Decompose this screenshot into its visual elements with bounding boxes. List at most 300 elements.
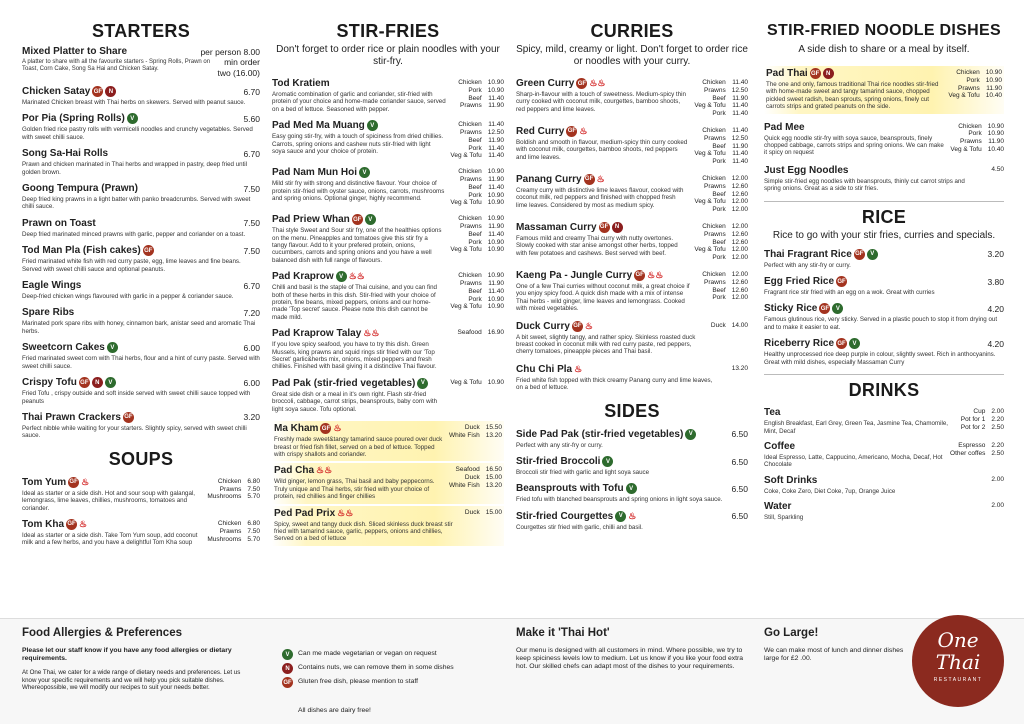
vegetarian-badge-icon: V — [615, 511, 626, 522]
item-text — [764, 122, 944, 157]
item-body — [272, 271, 504, 321]
chili-icon: ♨♨ — [589, 78, 606, 88]
menu-item — [516, 270, 748, 313]
item-price-list — [694, 223, 748, 262]
item-header — [22, 245, 260, 256]
curries-subtitle: Spicy, mild, creamy or light. Don't forget to order rice or noodles with your curry. — [516, 44, 748, 67]
item-header — [516, 483, 748, 494]
item-name: Crispy Tofu GF N V — [22, 377, 116, 388]
menu-item — [272, 378, 504, 413]
item-body — [274, 465, 502, 500]
sides-title: SIDES — [604, 400, 660, 421]
nuts-badge-icon: N — [823, 68, 834, 79]
item-body — [272, 167, 504, 207]
menu-item — [764, 303, 1004, 331]
divider — [764, 374, 1004, 375]
option-label: Chicken — [458, 121, 482, 129]
vegetarian-badge-icon: V — [365, 214, 376, 225]
menu-item — [22, 86, 260, 106]
menu-item — [22, 519, 260, 547]
option-label: Pork — [712, 206, 726, 214]
item-desc: Spicy, sweet and tangy duck dish. Sliced skinless duck breast stir fried with tamarind sauce, garlic, peppers, onions and chillies, Served on a bed of lettuce — [274, 520, 453, 543]
option-price: 12.00 — [731, 198, 748, 206]
item-name: Soft Drinks — [764, 474, 818, 486]
option-price: 10.90 — [487, 191, 504, 199]
nuts-badge-icon: N — [612, 222, 623, 233]
option-price: 12.00 — [731, 222, 748, 230]
starters-column — [22, 20, 260, 547]
item-name: Chicken Satay GF N — [22, 86, 116, 97]
item-name: Pad Med Ma Muang V — [272, 120, 444, 131]
thai-hot-block — [516, 627, 746, 672]
item-price: 3.20 — [987, 249, 1004, 260]
option-label: Chicken — [458, 79, 482, 86]
option-label: Pork — [468, 295, 482, 303]
option-price: 11.40 — [488, 121, 504, 129]
item-header — [516, 456, 748, 467]
item-name: Beansprouts with Tofu V — [516, 483, 637, 494]
item-body — [764, 441, 1004, 469]
item-header — [764, 303, 1004, 314]
menu-item — [764, 165, 1004, 193]
option-price: 11.40 — [488, 152, 504, 160]
option-price: 11.40 — [732, 158, 748, 166]
item-price-list — [458, 329, 505, 337]
menu-item-mixed-platter — [22, 46, 260, 79]
option-label: Mushrooms — [207, 493, 242, 501]
option-price: 15.00 — [485, 508, 502, 516]
option-label: Veg & Tofu — [694, 102, 726, 110]
menu-item — [22, 307, 260, 335]
menu-item — [22, 342, 260, 370]
item-price-list — [465, 509, 502, 517]
option-label: Beef — [712, 238, 726, 246]
menu-item — [272, 78, 504, 113]
item-body — [516, 78, 748, 118]
option-price: 10.90 — [987, 130, 1004, 138]
option-label: Beef — [468, 230, 482, 238]
menu-item — [22, 377, 260, 405]
menu-item — [272, 167, 504, 207]
item-header — [764, 276, 1004, 287]
option-label: Veg & Tofu — [450, 303, 482, 311]
option-label: Prawns — [460, 222, 482, 230]
option-price: 10.90 — [487, 86, 504, 94]
item-price-list — [694, 79, 748, 118]
item-header — [22, 307, 260, 318]
option-label: Duck — [464, 424, 480, 432]
item-text — [274, 465, 443, 500]
item-body — [516, 321, 748, 356]
gluten-free-badge-icon: GF — [572, 321, 583, 332]
menu-item — [764, 338, 1004, 366]
item-name: Pad Priew Whan GF V — [272, 214, 444, 225]
item-name: Just Egg Noodles — [764, 164, 849, 176]
option-price: 6.80 — [247, 519, 260, 527]
item-name: Egg Fried Rice GF — [764, 276, 846, 288]
option-label: Prawns — [219, 527, 242, 535]
option-label: Veg & Tofu — [450, 199, 482, 207]
option-label: Other coffes — [950, 449, 986, 457]
option-label: Prawns — [704, 86, 726, 94]
menu-item — [516, 429, 748, 449]
option-label: Pork — [712, 110, 726, 118]
item-price: 6.70 — [243, 280, 260, 291]
option-price: 10.90 — [487, 199, 504, 207]
option-label: Beef — [468, 287, 482, 295]
legend-item — [282, 677, 502, 688]
option-price: 11.40 — [732, 79, 748, 86]
gluten-free-badge-icon: GF — [819, 303, 830, 314]
vegetarian-badge-icon: V — [105, 377, 116, 388]
option-label: Pork — [468, 191, 482, 199]
option-label: Pork — [712, 254, 726, 262]
item-body — [764, 475, 1004, 495]
chili-icon: ♨♨ — [647, 269, 664, 280]
item-desc: Deep fried marinated minced prawns with garlic, pepper and coriander on a toast. — [22, 230, 246, 238]
vegetarian-badge-icon: V — [127, 113, 138, 124]
gluten-free-badge-icon: GF — [854, 249, 865, 260]
menu-item — [22, 218, 260, 238]
vegetarian-badge-icon: V — [107, 342, 118, 353]
item-header — [516, 429, 748, 440]
option-label: Veg & Tofu — [948, 92, 980, 100]
item-text — [272, 378, 444, 413]
item-name: Tod Man Pla (Fish cakes) GF — [22, 245, 153, 257]
option-label: Prawns — [704, 278, 726, 286]
option-price: 11.40 — [732, 126, 748, 134]
option-label: Duck — [464, 508, 480, 516]
menu-item — [272, 506, 504, 546]
item-body — [516, 270, 748, 313]
vegetarian-badge-icon: V — [849, 338, 860, 349]
item-price: 6.00 — [243, 377, 260, 388]
item-header — [22, 183, 260, 194]
stirfries-list — [272, 78, 504, 546]
item-body — [766, 68, 1002, 111]
item-body — [272, 78, 504, 113]
item-body — [22, 477, 260, 512]
option-price: 15.00 — [485, 474, 502, 482]
option-price: 12.50 — [731, 134, 748, 142]
item-desc: Deep fried king prawns in a light batter with panko breadcrumbs. Served with sweet chilli sauce. — [22, 196, 251, 211]
option-label: Beef — [712, 142, 726, 150]
option-label: Prawns — [958, 84, 980, 92]
option-label: Chicken — [956, 69, 980, 76]
option-label: Chicken — [958, 122, 982, 130]
item-price-list — [985, 502, 1004, 510]
option-price: 10.90 — [487, 246, 504, 254]
option-label: Prawns — [460, 129, 482, 137]
menu-item — [764, 407, 1004, 435]
option-label: Beef — [468, 183, 482, 191]
option-label: Pork — [968, 130, 982, 138]
item-name: Sweetcorn Cakes V — [22, 342, 118, 353]
gluten-free-badge-icon: GF — [320, 423, 331, 434]
option-price: 12.60 — [731, 286, 748, 294]
item-desc: Marinated pork spare ribs with honey, cinnamon bark, anistar seed and aromatic Thai herbs. — [22, 320, 256, 335]
option-label: Chicken — [702, 270, 726, 278]
option-price: 11.40 — [488, 144, 504, 152]
item-desc: Healthy unprocessed rice deep purple in colour, slightly sweet. Rich in anthocyanins. Great with mild dishes, especially Massaman Curry — [764, 351, 996, 366]
item-price-list — [726, 365, 748, 373]
option-price: 11.40 — [732, 102, 748, 110]
chili-icon: ♨ — [574, 363, 583, 374]
gluten-free-badge-icon: GF — [79, 377, 90, 388]
menu-item — [764, 66, 1004, 114]
option-price: 12.00 — [731, 174, 748, 182]
go-large-block — [764, 627, 904, 663]
item-desc: Marinated Chicken breast with Thai herbs on skewers. Served with peanut sauce. — [22, 99, 246, 106]
option-label: Chicken — [458, 272, 482, 280]
item-body — [272, 328, 504, 371]
item-name: Sticky Rice GF V — [764, 303, 843, 314]
item-price-list — [450, 379, 504, 387]
item-text — [516, 126, 688, 166]
drinks-list — [764, 407, 1004, 521]
item-desc: Perfect with any stir-fry or curry. — [764, 261, 851, 269]
option-price: 2.50 — [991, 449, 1004, 457]
option-price: 10.90 — [487, 295, 504, 303]
stirfries-title: STIR-FRIES — [336, 21, 440, 41]
menu-item — [22, 412, 260, 440]
item-desc: Boldish and smooth in flavour, medium-spicy thin curry cooked with coconut milk, courgettes, bamboo shoots, red peppers and lime leaves. — [516, 138, 688, 161]
item-desc: Aromatic combination of garlic and coriander, stir-fried with protein of your choice and home-made coriander sauce, served on a bed of lettuce. Seasoned with pepper. — [272, 91, 446, 113]
option-price: 5.70 — [247, 535, 260, 543]
item-body — [274, 508, 502, 543]
item-desc: Fried Tofu , crispy outside and soft inside served with sweet chilli sauce topped with peanuts — [22, 390, 251, 405]
item-name: Pad Mee — [764, 121, 805, 133]
chili-icon: ♨♨ — [363, 328, 380, 339]
item-name: Panang Curry GF ♨ — [516, 173, 605, 185]
item-price: 3.80 — [987, 276, 1004, 287]
vegetarian-badge-icon: V — [359, 167, 370, 178]
menu-item — [22, 183, 260, 211]
option-price: 11.90 — [488, 176, 504, 183]
legend-item — [282, 649, 502, 660]
divider — [764, 201, 1004, 202]
option-price: 11.90 — [488, 280, 504, 288]
item-name: Pad Nam Mun Hoi V — [272, 167, 444, 178]
curries-column — [516, 20, 748, 531]
item-name: Duck Curry GF ♨ — [516, 320, 593, 332]
item-text — [516, 78, 688, 118]
vegetarian-badge-icon: V — [626, 483, 637, 494]
item-text — [766, 68, 942, 111]
menu-item — [516, 78, 748, 118]
item-name: Eagle Wings — [22, 280, 82, 292]
item-name: Ped Pad Prix ♨♨ — [274, 507, 354, 519]
chili-icon: ♨♨ — [316, 465, 333, 476]
option-label: Pork — [468, 144, 482, 152]
option-price: 10.90 — [987, 122, 1004, 130]
item-price: 7.20 — [243, 307, 260, 318]
item-text — [516, 364, 720, 392]
item-price: per person 8.00 — [200, 46, 260, 57]
menu-item — [272, 271, 504, 321]
option-label: Chicken — [702, 174, 726, 182]
option-label: Prawns — [460, 102, 482, 110]
legend-item — [282, 663, 502, 674]
item-name: Thai Prawn Crackers GF — [22, 411, 133, 423]
item-desc: Freshly made sweet&tangy tamarind sauce poured over duck breast or fried fish fillet, served on a bed of lettuce. Topped with crispy shallots and coriander. — [274, 436, 443, 458]
menu-item — [22, 280, 260, 300]
option-price: 10.40 — [987, 146, 1004, 154]
item-desc: Deep-fried chicken wings flavoured with garlic in a pepper & coriander sauce. — [22, 293, 234, 301]
option-label: Beef — [468, 94, 482, 102]
vegetarian-badge-icon: V — [867, 249, 878, 260]
option-label: Duck — [464, 474, 480, 482]
rice-subtitle: Rice to go with your stir fries, curries and specials. — [772, 229, 996, 241]
option-label: Duck — [710, 321, 726, 329]
option-price: 12.50 — [731, 86, 748, 94]
legend-block — [282, 649, 502, 691]
menu-item — [516, 511, 748, 531]
item-desc: Fried tofu with blanched beansprouts and spring onions in light soya sauce. — [516, 496, 723, 504]
option-label: Seafood — [455, 466, 480, 474]
nuts-badge-icon: N — [282, 663, 293, 674]
item-price-min: two (16.00) — [217, 68, 260, 78]
option-price: 10.90 — [487, 215, 504, 223]
item-desc: Ideal as starter or a side dish. Take Tom Yum soup, add coconut milk and a few herbs, and you have a delightful Tom Kha soup — [22, 531, 198, 547]
nuts-badge-icon: N — [105, 86, 116, 97]
item-name: Massaman Curry GF N — [516, 222, 688, 233]
curries-list — [516, 78, 748, 392]
option-price: 10.90 — [487, 168, 504, 176]
item-text — [516, 321, 705, 356]
dairy-note: All dishes are dairy free! — [298, 707, 371, 714]
option-price: 12.50 — [487, 129, 504, 137]
vegetarian-badge-icon: V — [282, 649, 293, 660]
option-label: Beef — [712, 286, 726, 294]
item-desc: Famous glutinous rice, very sticky. Served in a plastic pouch to stop it from drying out and to make it easier to eat. — [764, 316, 998, 331]
footer — [0, 618, 1024, 724]
option-price: 10.90 — [487, 378, 504, 386]
drinks-title: DRINKS — [848, 380, 920, 401]
gluten-free-badge-icon: GF — [66, 519, 77, 530]
option-price: 14.00 — [731, 321, 748, 329]
item-name: Tea — [764, 407, 781, 419]
gluten-free-badge-icon: GF — [810, 68, 821, 79]
item-price: 7.50 — [243, 245, 260, 256]
item-price: 5.60 — [243, 113, 260, 124]
gluten-free-badge-icon: GF — [836, 276, 847, 287]
item-name: Song Sa-Hai Rolls — [22, 148, 109, 160]
item-price-list — [458, 79, 504, 110]
item-name: Tod Kratiem — [272, 78, 330, 89]
menu-item — [516, 126, 748, 166]
gluten-free-badge-icon: GF — [576, 78, 587, 89]
item-name: Pad Kraprow Talay ♨♨ — [272, 328, 380, 340]
item-price: 3.20 — [243, 412, 260, 423]
rice-title: RICE — [861, 206, 907, 227]
chili-icon: ♨ — [333, 423, 342, 434]
item-desc: Perfect nibble while waiting for your starters. Slightly spicy, served with sweet chilli sauce. — [22, 424, 247, 440]
thai-hot-text: Our menu is designed with all customers in mind. Where possible, we try to keep spiciness levels low to medium. Let us know if you like your food extra hot. Our skilled chefs can adapt most of the dishes to your requirements. — [516, 647, 744, 671]
gluten-free-badge-icon: GF — [566, 126, 577, 137]
item-name: Mixed Platter to Share — [22, 46, 128, 57]
menu-item — [272, 328, 504, 371]
option-price: 16.90 — [487, 329, 504, 337]
noodles-column — [764, 20, 1004, 522]
item-desc: Ideal Espresso, Latte, Cappucino, Americano, Mocha, Decaf, Hot Chocolate — [764, 453, 943, 469]
item-desc: Quick egg noodle stir-fry with soya sauce, beansprouts, finely chopped cabbage, carrots strips and spring onions. We can make it spicy on request — [764, 134, 944, 157]
item-price-list — [985, 476, 1004, 484]
item-price-list — [985, 166, 1004, 174]
item-price-list — [694, 175, 748, 214]
menu-item — [764, 276, 1004, 296]
item-text — [764, 165, 979, 193]
option-price: 13.20 — [485, 431, 502, 439]
item-name: Stir-fried Broccoli V — [516, 456, 613, 467]
item-desc: Wild ginger, lemon grass, Thai basil and baby peppecorns. Truly unique and Thai herbs, stir fried with your choice of protein, red chillies and finger chillies — [274, 478, 435, 501]
noodles-subtitle: A side dish to share or a meal by itself. — [798, 44, 970, 55]
item-desc: Great side dish or a meal in it's own right. Flash stir-fried broccoli, cabbage, carrot strips, beansprouts, baby corn with light soya sauce. Tofu optional. — [272, 390, 438, 413]
option-price: 11.90 — [732, 142, 748, 150]
option-price: 11.40 — [488, 94, 504, 102]
starters-title: STARTERS — [91, 21, 191, 41]
stirfries-column — [272, 20, 504, 546]
chili-icon: ♨ — [579, 125, 588, 136]
menu-item — [272, 120, 504, 160]
item-price-list — [449, 466, 502, 489]
item-text — [516, 270, 696, 313]
item-price-list — [450, 215, 504, 254]
gluten-free-badge-icon: GF — [634, 270, 645, 281]
option-price: 2.00 — [991, 475, 1004, 483]
go-large-title: Go Large! — [764, 627, 819, 639]
menu-item — [272, 421, 504, 461]
item-desc: Thai style Sweet and Sour stir fry, one of the healthies options on the menu. Pineapples and tomatoes give this stir fry a tangy flavour. Add to it your prefered protein, onions, cucumbers, carrots and spring onions and you have a well balanced dish with full range of flavours. — [272, 227, 442, 264]
stirfries-subtitle: Don't forget to order rice or plain noodles with your stir-fry. — [276, 44, 500, 67]
item-body — [516, 174, 748, 214]
option-price: 11.90 — [988, 138, 1004, 146]
menu-item — [764, 441, 1004, 469]
option-price: 12.60 — [731, 230, 748, 238]
item-body — [22, 519, 260, 547]
item-body — [764, 501, 1004, 521]
noodles-list — [764, 66, 1004, 193]
item-header — [22, 377, 260, 388]
gluten-free-badge-icon: GF — [352, 214, 363, 225]
menu-item — [764, 501, 1004, 521]
nuts-badge-icon: N — [92, 377, 103, 388]
item-body — [764, 122, 1004, 157]
item-price: 6.50 — [731, 483, 748, 494]
legend-text: Gluten free dish, please mention to staff — [298, 678, 419, 686]
starters-list — [22, 86, 260, 440]
menu-item — [272, 214, 504, 264]
item-desc: Ideal as starter or a side dish. Hot and sour soup with galangal, lemongrass, lime leaves, chillies, mushrooms, tomatoes and coriander. — [22, 489, 196, 512]
option-price: 11.90 — [986, 84, 1002, 92]
item-desc: Simple stir-fried egg noodles with beansprouts, thinly cut carrot strips and spring onions. Great as a side to stir fries. — [764, 177, 965, 193]
option-price: 2.20 — [991, 441, 1004, 449]
noodles-title: STIR-FRIED NOODLE DISHES — [767, 22, 1001, 39]
option-label: Espresso — [958, 441, 986, 449]
option-label: Mushrooms — [207, 535, 242, 543]
item-price: 4.20 — [987, 303, 1004, 314]
option-price: 4.50 — [991, 165, 1004, 173]
item-header — [22, 218, 260, 229]
allergy-bold: Please let our staff know if you have any food allergies or dietary requirements. — [22, 647, 232, 663]
item-price: 6.70 — [243, 86, 260, 97]
item-body — [764, 407, 1004, 435]
item-text — [764, 441, 944, 469]
option-price: 10.40 — [985, 92, 1002, 100]
item-desc: Prawn and chicken marinated in Thai herbs and wrapped in pastry, deep fried until golden brown. — [22, 161, 248, 176]
item-price-list — [449, 424, 502, 440]
item-price: 6.00 — [243, 342, 260, 353]
